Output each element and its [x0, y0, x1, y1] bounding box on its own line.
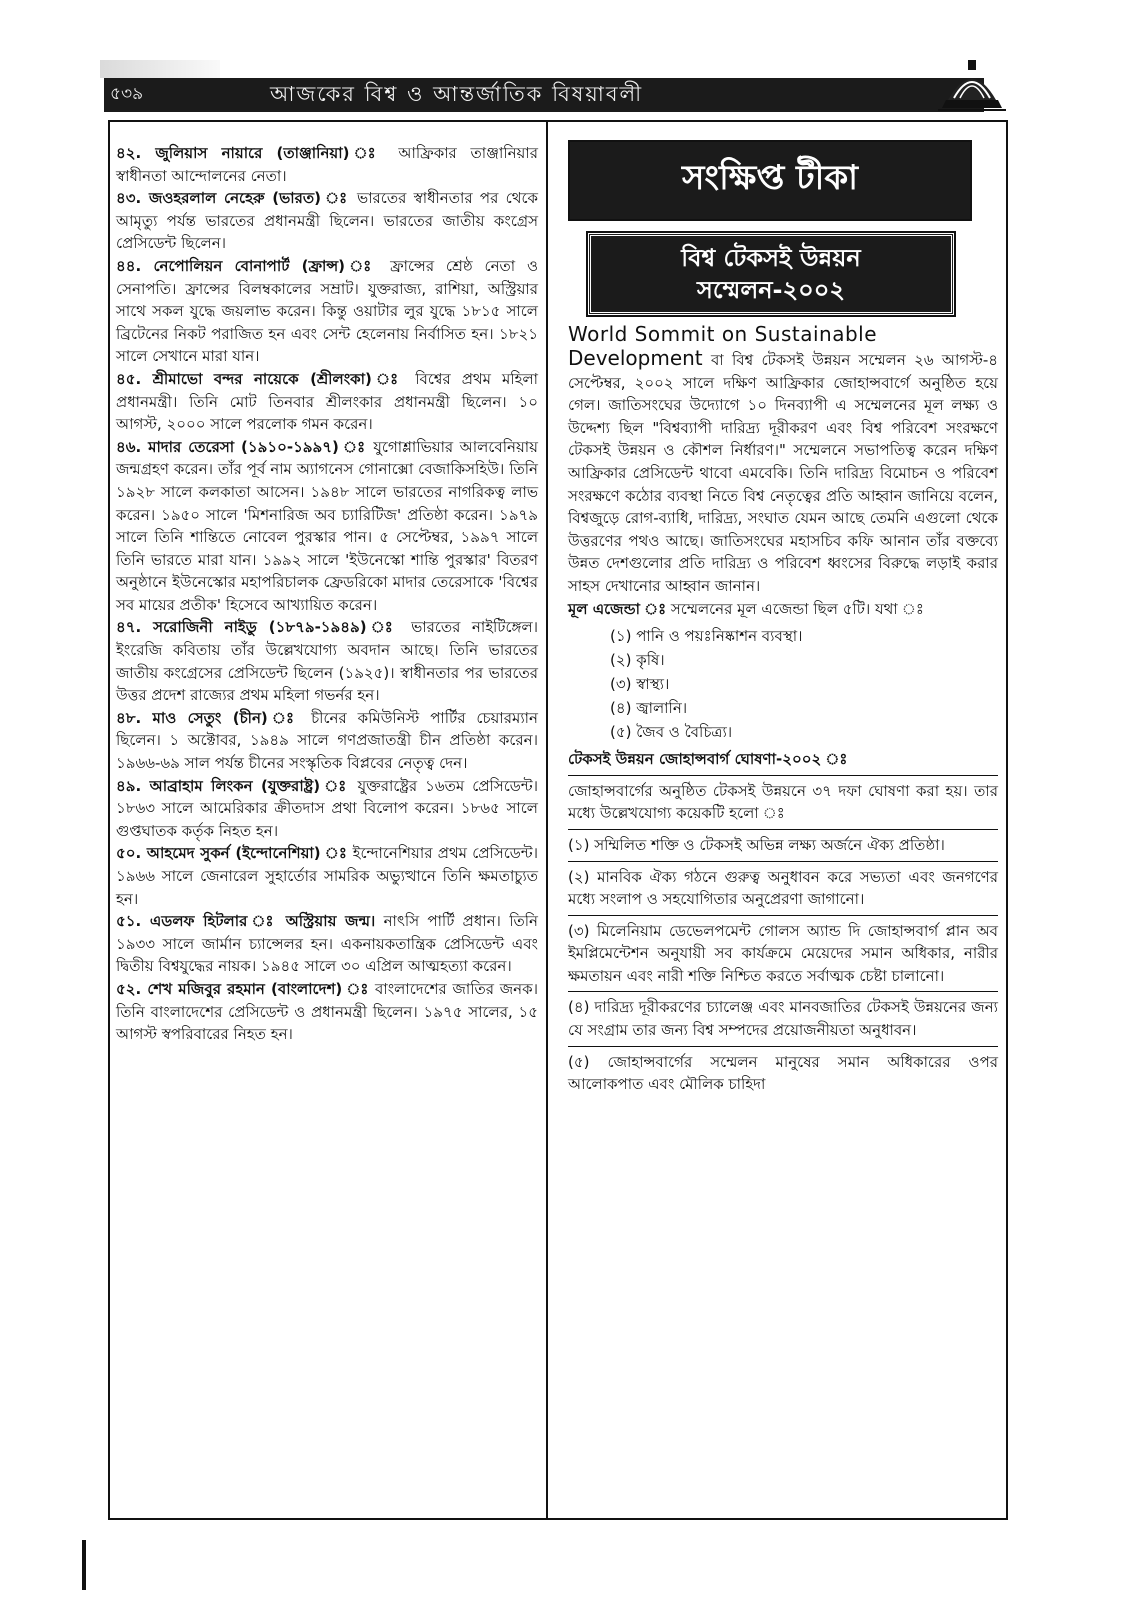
entry-43 [116, 187, 538, 255]
english-title: World Sommit on Sustainable [568, 322, 878, 346]
entry-body: ফ্রান্সের শ্রেষ্ঠ নেতা ও সেনাপতি। ফ্রান্সের বিলম্বকালের সম্রাট। যুক্তরাজ্য, রাশিয়া, অস্ট্রিয়ার সাথে সকল যুদ্ধে জয়লাভ করেন। কিন্তু ওয়াটার লুর যুদ্ধে ১৮১৫ সালে ব্রিটেনের নিকট পরাজিত হন এবং সেন্ট হেলেনায় নির্বাসিত হন। ১৮২১ সালে সেখানে মারা যান। [116, 256, 538, 366]
rule-divider [568, 991, 998, 992]
list-item: (৪) জ্বালানি। [610, 699, 688, 718]
entry-heading: ৪৩. জওহরলাল নেহেরু (ভারত) ঃ [116, 189, 350, 208]
declaration-point: (৩) মিলেনিয়াম ডেভেলপমেন্ট গোলস অ্যান্ড দি জোহান্সবার্গ প্লান অব ইমপ্লিমেন্টেশন অনুযায়ী সব কার্যক্রমে মেয়েদের সমান অধিকার, নারীর ক্ষমতায়ন এবং নারী শক্তি নিশ্চিত করতে সর্বাত্মক চেষ্টা চালানো। [568, 921, 998, 985]
declaration-point: (৪) দারিদ্র্য দূরীকরণের চ্যালেঞ্জ এবং মানবজাতির টেকসই উন্নয়নের জন্য যে সংগ্রাম তার জন্য বিশ্ব সম্পদের প্রয়োজনীয়তা অনুধাবন। [568, 998, 998, 1040]
declaration-heading [568, 748, 998, 771]
entry-47 [116, 616, 538, 706]
entry-heading: ৫০. আহমেদ সুকর্ন (ইন্দোনেশিয়া) ঃ [116, 844, 348, 863]
list-item: (৩) স্বাস্থ্য। [610, 675, 670, 694]
agenda-paragraph [568, 598, 998, 621]
page-number: ৫৩৯ [110, 84, 144, 104]
entry-body: আফ্রিকার তাঞ্জানিয়ার স্বাধীনতা আন্দোলনের নেতা। [116, 144, 538, 185]
left-column [116, 142, 538, 1046]
entry-46 [116, 436, 538, 617]
entry-48 [116, 707, 538, 775]
entry-44 [116, 255, 538, 368]
rule-divider [568, 829, 998, 830]
entry-42 [116, 142, 538, 187]
entry-heading: ৪৫. শ্রীমাভো বন্দর নায়েকে (শ্রীলংকা) ঃ [116, 369, 405, 388]
entry-heading: ৫১. এডলফ হিটলার ঃ অস্ট্রিয়ায় জন্ম। [116, 912, 376, 931]
entry-49 [116, 775, 538, 843]
entry-body: যুগোশ্লাভিয়ার আলবেনিয়ায় জন্মগ্রহণ করেন। তাঁর পূর্ব নাম অ্যাগনেস গোনাক্সো বেজাকিসহিউ। তিনি ১৯২৮ সালে কলকাতা আসেন। ১৯৪৮ সালে ভারতের নাগরিকত্ব লাভ করেন। ১৯৫০ সালে 'মিশনারিজ অব চ্যারিটিজ' প্রতিষ্ঠা করেন। ১৯৭৯ সালে তিনি শান্তিতে নোবেল পুরস্কার পান। ৫ সেপ্টেম্বর, ১৯৯৭ সালে তিনি ভারতে মারা যান। ১৯৯২ সালে 'ইউনেস্কো শান্তি পুরস্কার' বিতরণ অনুষ্ঠানে ইউনেস্কোর মহাপরিচালক ফ্রেডরিকো মাদার তেরেসাকে 'বিশ্বের সব মায়ের প্রতীক' হিসেবে আখ্যায়িত করেন। [116, 437, 538, 614]
entry-51 [116, 910, 538, 978]
declaration-point: (২) মানবিক ঐক্য গঠনে গুরুত্ব অনুধাবন করে সভ্যতা এবং জনগণের মধ্যে সংলাপ ও সহযোগিতার অনুপ্রেরণা জাগানো। [568, 867, 998, 909]
rule-divider [568, 775, 998, 776]
column-divider [546, 120, 548, 1520]
entry-52 [116, 978, 538, 1046]
entry-45 [116, 368, 538, 436]
entry-body: বিশ্বের প্রথম মহিলা প্রধানমন্ত্রী। তিনি মোট তিনবার শ্রীলংকার প্রধানমন্ত্রী ছিলেন। ১০ আগস্ট, ২০০০ সালে পরলোক গমন করেন। [116, 369, 538, 434]
right-column [568, 140, 998, 1096]
publisher-logo-icon [934, 52, 1010, 114]
entry-50 [116, 842, 538, 910]
entry-heading: ৪৪. নেপোলিয়ন বোনাপার্ট (ফ্রান্স) ঃ [116, 256, 379, 275]
entry-heading: ৪৮. মাও সেতুং (চীন) ঃ [116, 708, 301, 727]
entry-heading: ৪৬. মাদার তেরেসা (১৯১০-১৯৯৭) ঃ [116, 437, 367, 456]
list-item: (১) পানি ও পয়ঃনিষ্কাশন ব্যবস্থা। [610, 627, 803, 646]
scan-smudge [100, 60, 220, 78]
rule-divider [568, 1046, 998, 1047]
entry-heading: ৪৯. আব্রাহাম লিংকন (যুক্তরাষ্ট্র) ঃ [116, 776, 350, 795]
list-item: (২) কৃষি। [610, 651, 665, 670]
entry-body: বাংলাদেশের জাতির জনক। তিনি বাংলাদেশের প্রেসিডেন্ট ও প্রধানমন্ত্রী ছিলেন। ১৯৭৫ সালের, ১৫ আগস্ট স্বপরিবারের নিহত হন। [116, 979, 538, 1044]
declaration-text: জোহান্সবার্গের অনুষ্ঠিত টেকসই উন্নয়নে ৩৭ দফা ঘোষণা করা হয়। তার মধ্যে উল্লেখযোগ্য কয়েকটি হলো ঃ [568, 781, 998, 823]
entry-body: ইন্দোনেশিয়ার প্রথম প্রেসিডেন্ট। ১৯৬৬ সালে জেনারেল সুহার্তোর সামরিক অভ্যুত্থানে তিনি ক্ষমতাচ্যুত হন। [116, 844, 538, 908]
entry-body: চীনের কমিউনিস্ট পার্টির চেয়ারম্যান ছিলেন। ১ অক্টোবর, ১৯৪৯ সালে গণপ্রজাতন্ত্রী চীন প্রতিষ্ঠা করেন। ১৯৬৬-৬৯ সাল পর্যন্ত চীনের সংস্কৃতিক বিপ্লবের নেতৃত্ব দেন। [116, 708, 538, 773]
entry-body: যুক্তরাষ্ট্রের ১৬তম প্রেসিডেন্ট। ১৮৬৩ সালে আমেরিকার ক্রীতদাস প্রথা বিলোপ করেন। ১৮৬৫ সালে গুপ্তঘাতক কর্তৃক নিহত হন। [116, 776, 538, 840]
page-header [104, 78, 984, 112]
declaration-point: (১) সম্মিলিত শক্তি ও টেকসই অভিন্ন লক্ষ্য অর্জনে ঐক্য প্রতিষ্ঠা। [568, 835, 945, 854]
intro-text: বা বিশ্ব টেকসই উন্নয়ন সম্মেলন ২৬ আগস্ট-৪ সেপ্টেম্বর, ২০০২ সালে দক্ষিণ আফ্রিকার জোহান্সবার্গে অনুষ্ঠিত হয়ে গেল। জাতিসংঘের উদ্যোগে ১০ দিনব্যাপী এ সম্মেলনের মূল লক্ষ্য ও উদ্দেশ্য ছিল "বিশ্বব্যাপী দারিদ্র্য দূরীকরণ এবং বিশ্ব পরিবেশ সংরক্ষণে টেকসই উন্নয়ন ও কৌশল নির্ধারণ।" সম্মেলনে সভাপতিত্ব করেন দক্ষিণ আফ্রিকার প্রেসিডেন্ট থাবো এমবেকি। তিনি দারিদ্র্য বিমোচন ও পরিবেশ সংরক্ষণে কঠোর ব্যবস্থা নিতে বিশ্ব নেতৃত্বের প্রতি আহ্বান জানিয়ে বলেন, বিশ্বজুড়ে রোগ-ব্যাধি, দারিদ্র্য, সংঘাত যেমন আছে তেমনি এগুলো থেকে উত্তরণের পথও আছে। জাতিসংঘের মহাসচিব কফি আনান তাঁর বক্তব্যে উন্নত দেশগুলোর প্রতি দারিদ্র্য ও পরিবেশ ধ্বংসের বিরুদ্ধে লড়াই করার সাহস দেখানোর আহ্বান জানান। [568, 351, 998, 595]
agenda-heading: মূল এজেন্ডা ঃ [568, 599, 667, 618]
intro-lead: Development [568, 346, 703, 370]
topic-title [588, 233, 954, 315]
agenda-list [610, 624, 998, 744]
agenda-text: সম্মেলনের মূল এজেন্ডা ছিল ৫টি। যথা ঃ [670, 599, 924, 618]
declaration-heading-text: টেকসই উন্নয়ন জোহান্সবার্গ ঘোষণা-২০০২ ঃ [568, 750, 848, 769]
rule-divider [568, 915, 998, 916]
list-item: (৫) জৈব ও বৈচিত্র্য। [610, 723, 733, 742]
section-title: সংক্ষিপ্ত টীকা [568, 140, 972, 221]
entry-body: নাৎসি পার্টি প্রধান। তিনি ১৯৩৩ সালে জার্মান চ্যান্সেলর হন। একনায়কতান্ত্রিক প্রেসিডেন্ট এবং দ্বিতীয় বিশ্বযুদ্ধের নায়ক। ১৯৪৫ সালে ৩০ এপ্রিল আত্মহত্যা করেন। [116, 912, 538, 976]
declaration-point: (৫) জোহান্সবার্গের সম্মেলন মানুষের সমান অধিকারের ওপর আলোকপাত এবং মৌলিক চাহিদা [568, 1052, 998, 1094]
running-title: আজকের বিশ্ব ও আন্তর্জাতিক বিষয়াবলী [270, 81, 644, 106]
topic-title-line1: বিশ্ব টেকসই উন্নয়ন [681, 244, 861, 272]
topic-title-line2: সম্মেলন-২০০২ [697, 276, 845, 304]
entry-heading: ৫২. শেখ মজিবুর রহমান (বাংলাদেশ) ঃ [116, 979, 370, 998]
entry-body: ভারতের স্বাধীনতার পর থেকে আমৃত্যু পর্যন্ত ভারতের প্রধানমন্ত্রী ছিলেন। ভারতের জাতীয় কংগ্রেস প্রেসিডেন্ট ছিলেন। [116, 189, 538, 253]
entry-heading: ৪৭. সরোজিনী নাইডু (১৮৭৯-১৯৪৯) ঃ [116, 618, 400, 637]
intro-paragraph [568, 347, 998, 598]
entry-body: ভারতের নাইটিঙ্গেল। ইংরেজি কবিতায় তাঁর উল্লেখযোগ্য অবদান আছে। তিনি ভারতের জাতীয় কংগ্রেসের প্রেসিডেন্ট ছিলেন (১৯২৫)। স্বাধীনতার পর ভারতের উত্তর প্রদেশ রাজ্যের প্রথম মহিলা গভর্নর হন। [116, 618, 538, 705]
entry-heading: ৪২. জুলিয়াস নায়ারে (তাঞ্জানিয়া) ঃ [116, 144, 385, 162]
margin-mark [82, 1540, 86, 1590]
rule-divider [568, 861, 998, 862]
